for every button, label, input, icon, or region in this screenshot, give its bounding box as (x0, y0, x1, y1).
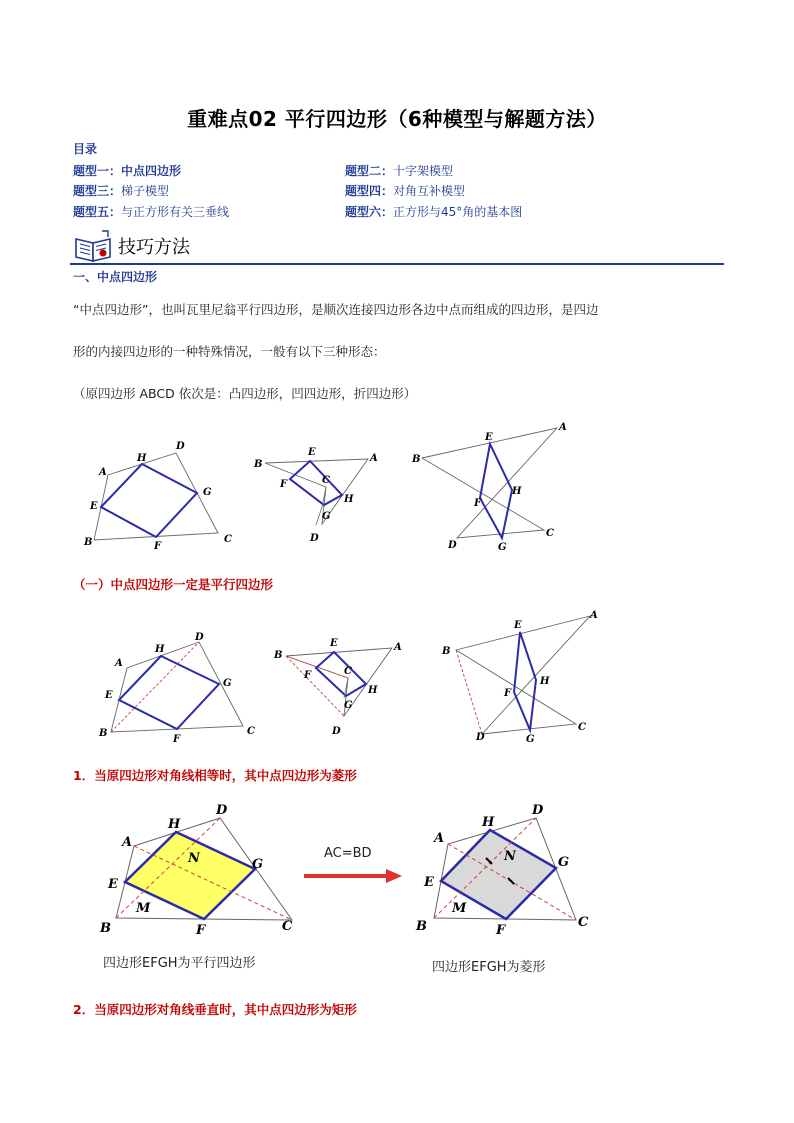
paragraph-1: “中点四边形”，也叫瓦里尼翁平行四边形，是顺次连接四边形各边中点而组成的四边形，是四边 (73, 302, 599, 317)
svg-text:C: C (224, 534, 232, 545)
svg-text:A: A (99, 467, 107, 478)
svg-text:A: A (559, 422, 567, 433)
svg-text:F: F (474, 498, 482, 509)
svg-text:F: F (496, 923, 506, 938)
toc-row (73, 181, 723, 202)
svg-text:B: B (416, 919, 427, 934)
svg-text:B: B (274, 650, 283, 661)
right-arrow-icon (304, 868, 404, 884)
svg-text:E: E (424, 875, 434, 890)
table-of-contents (73, 160, 723, 222)
paragraph-3: （原四边形 ABCD 依次是：凸四边形，凹四边形，折四边形） (73, 386, 417, 401)
convex-quad-figure (82, 437, 242, 552)
paragraph-2: 形的内接四边形的一种特殊情况，一般有以下三种形态： (73, 344, 386, 359)
svg-text:F: F (280, 479, 288, 490)
toc-item-2[interactable]: 题型二：十字架模型 (345, 163, 454, 178)
banner-title: 技巧方法 (118, 237, 190, 258)
svg-text:A: A (115, 658, 123, 669)
svg-text:D: D (332, 726, 341, 737)
svg-text:C: C (282, 919, 293, 934)
toc-row (73, 201, 723, 222)
svg-text:E: E (514, 620, 522, 631)
svg-text:F: F (154, 541, 162, 552)
toc-item-6[interactable]: 题型六：正方形与45°角的基本图 (345, 204, 523, 219)
svg-text:B: B (84, 537, 93, 548)
toc-row (73, 160, 723, 181)
svg-text:B: B (442, 646, 451, 657)
svg-text:D: D (476, 732, 485, 743)
svg-text:C: C (578, 915, 589, 930)
svg-text:G: G (558, 855, 570, 870)
svg-text:M: M (452, 901, 467, 916)
svg-text:C: C (344, 666, 352, 677)
section-heading: 一、中点四边形 (73, 270, 158, 284)
svg-text:B: B (100, 921, 111, 936)
svg-text:A: A (122, 835, 133, 850)
svg-text:H: H (368, 685, 378, 696)
svg-text:A: A (434, 831, 445, 846)
svg-text:D: D (532, 803, 544, 818)
svg-text:H: H (540, 676, 550, 687)
left-figure-caption: 四边形EFGH为平行四边形 (103, 956, 256, 971)
svg-text:G: G (203, 487, 212, 498)
svg-text:G: G (526, 734, 535, 745)
svg-text:M: M (136, 901, 151, 916)
case1-heading: 1．当原四边形对角线相等时，其中点四边形为菱形 (73, 768, 357, 783)
svg-text:H: H (155, 644, 165, 655)
svg-text:G: G (223, 678, 232, 689)
svg-text:F: F (504, 688, 512, 699)
svg-text:E: E (485, 432, 493, 443)
svg-text:D: D (448, 540, 457, 551)
svg-text:A: A (590, 610, 598, 621)
svg-text:D: D (216, 803, 228, 818)
svg-text:A: A (370, 453, 378, 464)
svg-text:E: E (105, 690, 113, 701)
parallelogram-midpoint-figure (96, 800, 306, 940)
convex-quad-diagonal-figure (95, 630, 265, 745)
rhombus-midpoint-figure (412, 800, 622, 940)
svg-text:C: C (578, 722, 586, 733)
svg-text:B: B (412, 454, 421, 465)
svg-text:C: C (546, 528, 554, 539)
svg-text:G: G (344, 700, 353, 711)
toc-item-4[interactable]: 题型四：对角互补模型 (345, 184, 466, 199)
svg-text:F: F (304, 670, 312, 681)
svg-text:C: C (322, 475, 330, 486)
svg-text:H: H (137, 453, 147, 464)
svg-text:D: D (176, 441, 185, 452)
svg-text:G: G (252, 857, 264, 872)
crossed-quad-figure (412, 422, 572, 552)
svg-text:N: N (188, 851, 200, 866)
svg-text:B: B (254, 459, 263, 470)
svg-text:G: G (322, 511, 331, 522)
toc-item-1[interactable]: 题型一：中点四边形 (73, 163, 182, 178)
svg-text:D: D (310, 533, 319, 544)
svg-text:H: H (344, 494, 354, 505)
svg-text:E: E (330, 638, 338, 649)
toc-item-5[interactable]: 题型五：与正方形有关三垂线 (73, 204, 230, 219)
toc-heading: 目录 (73, 142, 98, 156)
right-figure-caption: 四边形EFGH为菱形 (432, 960, 546, 975)
svg-text:E: E (90, 501, 98, 512)
svg-text:D: D (195, 632, 204, 643)
svg-text:F: F (173, 734, 181, 745)
concave-quad-diagonal-figure (272, 636, 412, 746)
subheading-parallelogram: （一）中点四边形一定是平行四边形 (73, 577, 274, 592)
svg-text:F: F (196, 923, 206, 938)
svg-text:C: C (247, 726, 255, 737)
section-banner (70, 225, 724, 265)
crossed-quad-diagonal-figure (438, 610, 608, 745)
svg-text:H: H (168, 817, 181, 832)
open-book-icon (72, 227, 116, 263)
svg-text:E: E (108, 877, 118, 892)
svg-text:N: N (504, 849, 516, 864)
banner-underline (70, 263, 724, 265)
concave-quad-figure (250, 447, 390, 557)
toc-item-3[interactable]: 题型三：梯子模型 (73, 184, 170, 199)
svg-text:H: H (512, 486, 522, 497)
svg-text:G: G (498, 542, 507, 553)
svg-text:E: E (308, 447, 316, 458)
arrow-label: AC=BD (324, 846, 372, 861)
svg-text:B: B (99, 728, 108, 739)
case2-heading: 2．当原四边形对角线垂直时，其中点四边形为矩形 (73, 1002, 357, 1017)
svg-text:H: H (482, 815, 495, 830)
page-title: 重难点02 平行四边形（6种模型与解题方法） (187, 107, 607, 131)
svg-text:A: A (394, 642, 402, 653)
